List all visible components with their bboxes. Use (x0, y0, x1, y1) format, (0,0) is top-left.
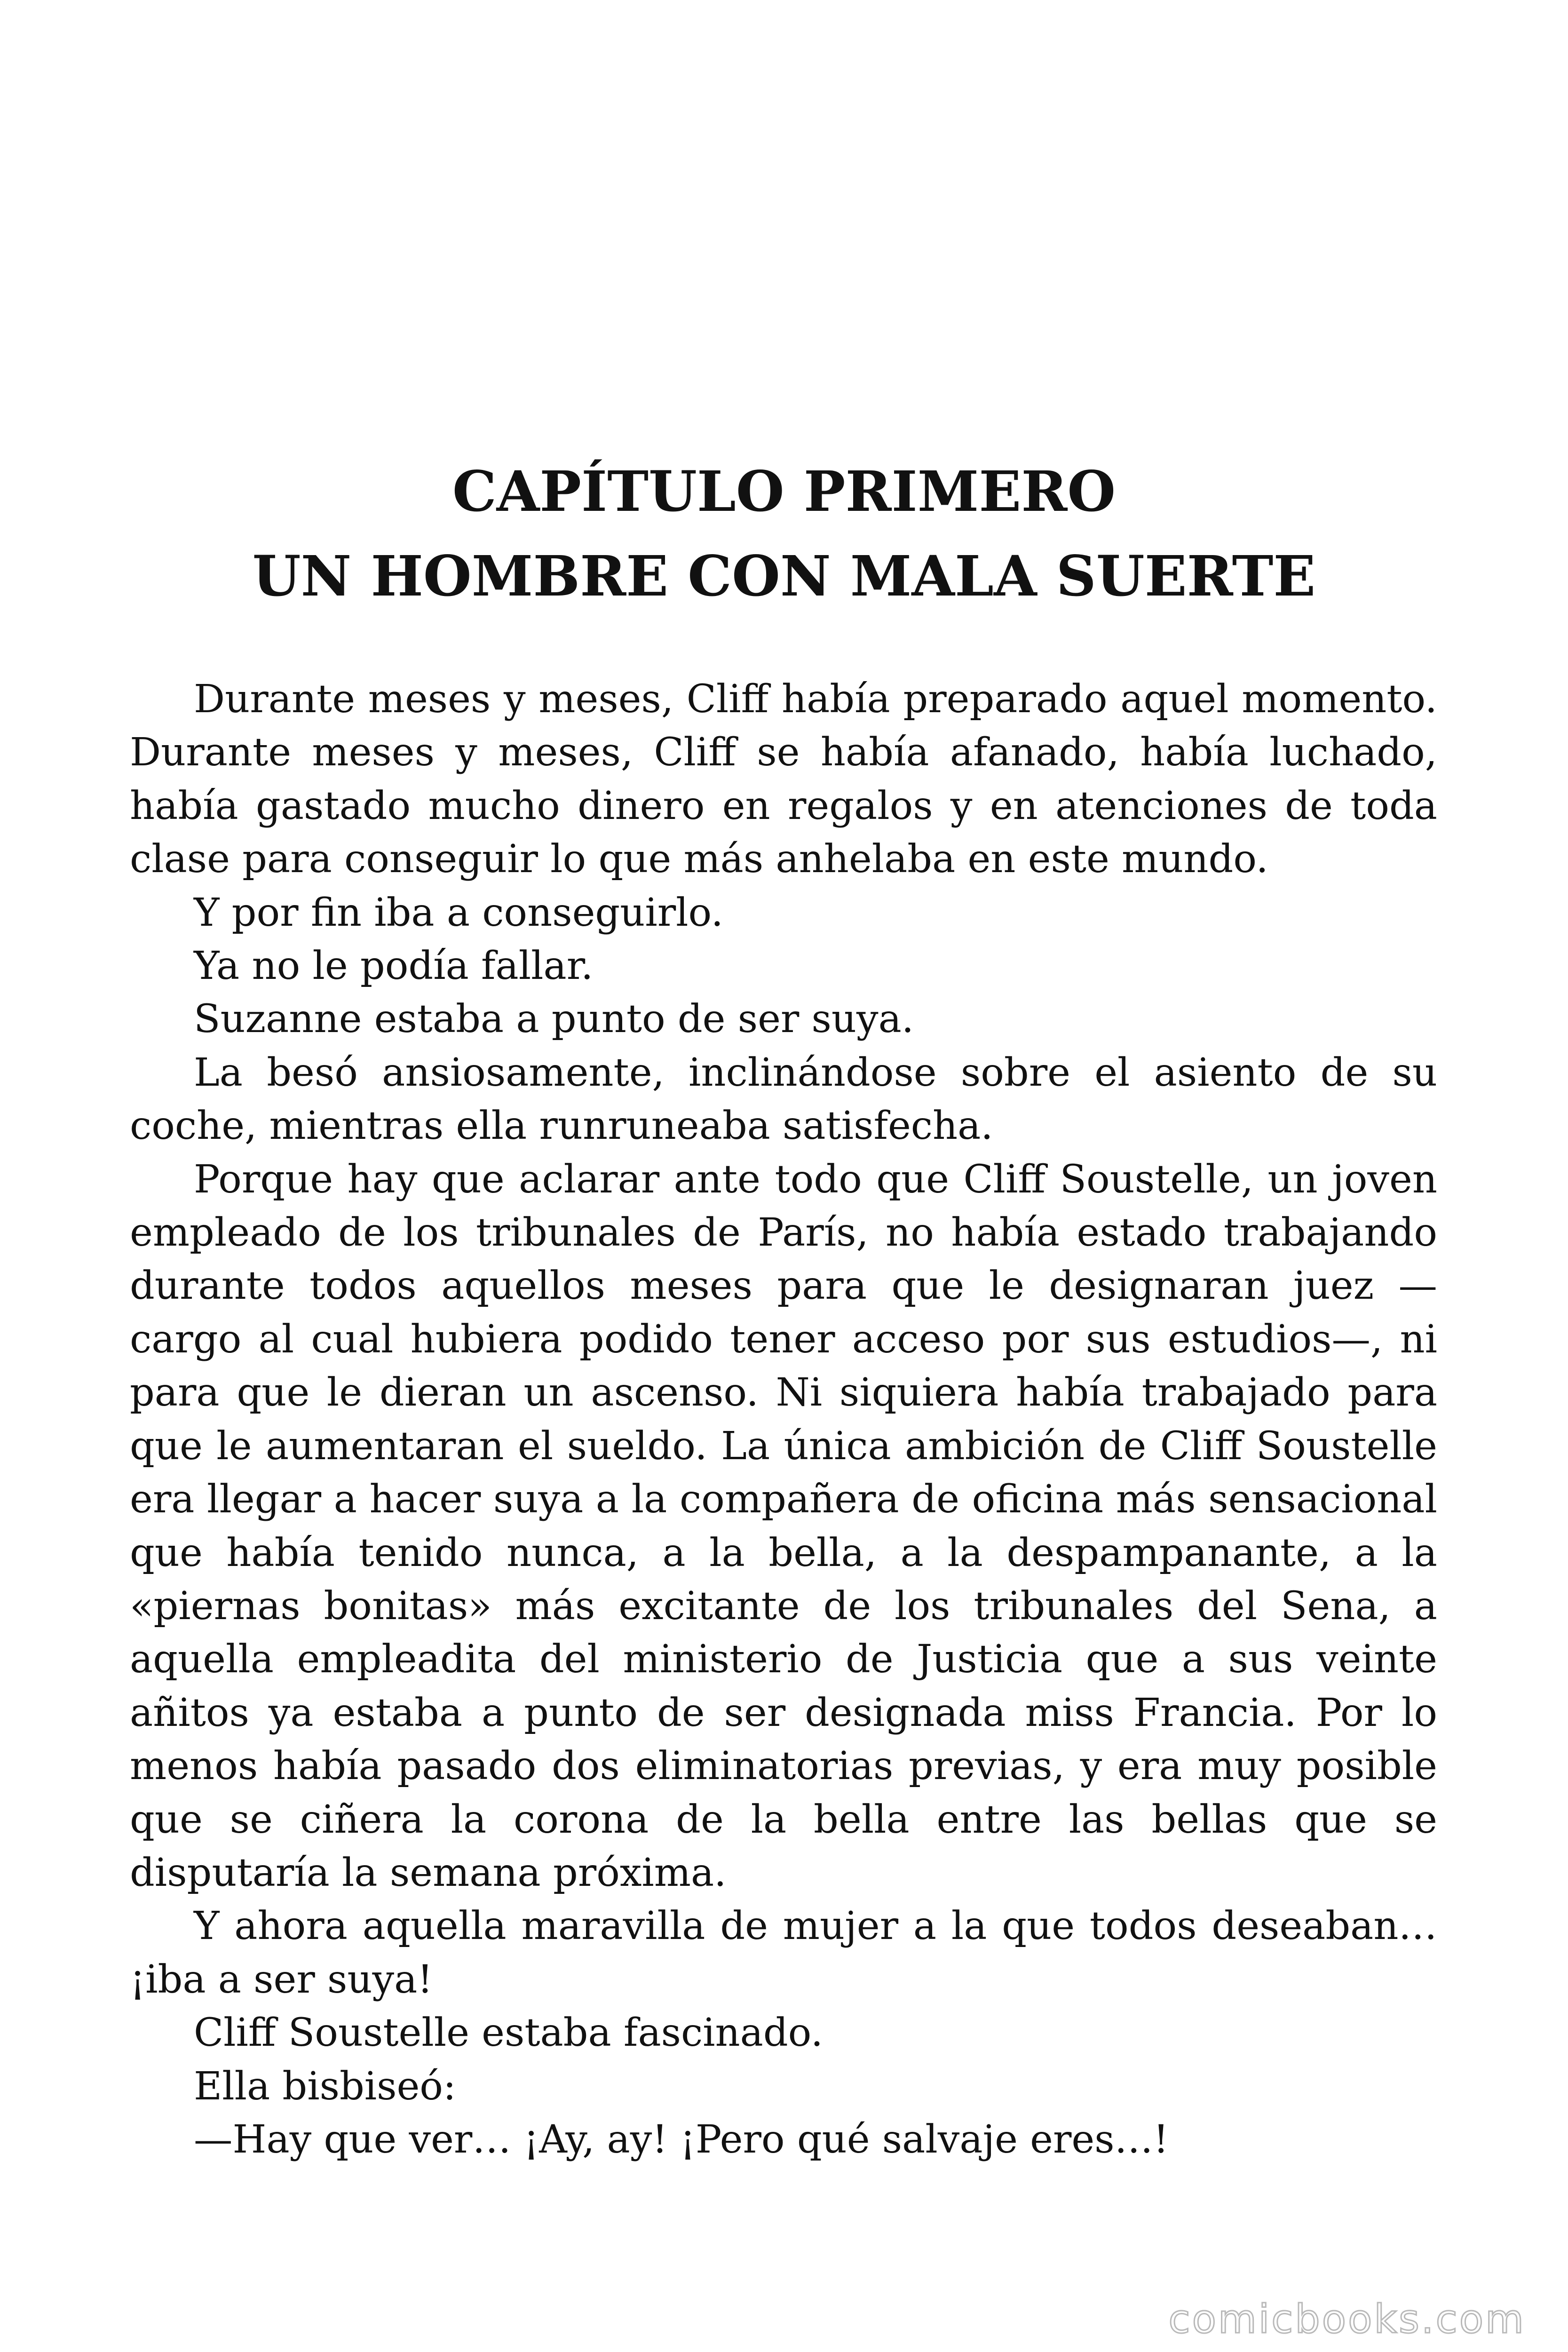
watermark: comicbooks.com (1168, 2296, 1526, 2342)
paragraph: Durante meses y meses, Cliff había preparado aquel momento. Durante meses y meses, Cliff se había afanado, había luchado, había gastado mucho dinero en regalos y en atenciones de toda clase para conseguir lo que más anhelaba en este mundo. (130, 676, 1437, 882)
paragraph: Ya no le podía fallar. (194, 943, 594, 989)
paragraph: Y por fin iba a conseguirlo. (194, 890, 723, 935)
paragraph: Y ahora aquella maravilla de mujer a la que todos deseaban… ¡iba a ser suya! (130, 1903, 1437, 2002)
chapter-number: CAPÍTULO PRIMERO (452, 459, 1116, 524)
chapter-body (130, 673, 1437, 2166)
chapter-subtitle: UN HOMBRE CON MALA SUERTE (252, 543, 1316, 609)
paragraph: Ella bisbiseó: (194, 2063, 456, 2109)
chapter-title (0, 449, 1568, 619)
paragraph: Suzanne estaba a punto de ser suya. (194, 996, 914, 1042)
paragraph: Cliff Soustelle estaba fascinado. (194, 2010, 824, 2056)
paragraph: La besó ansiosamente, inclinándose sobre el asiento de su coche, mientras ella runruneaba satisfecha. (130, 1049, 1437, 1149)
paragraph: Porque hay que aclarar ante todo que Cliff Soustelle, un joven empleado de los tribunales de París, no había estado trabajando durante todos aquellos meses para que le designaran juez —cargo al cual hubiera podido tener acceso por sus estudios—, ni para que le dieran un ascenso. Ni siquiera había trabajado para que le aumentaran el sueldo. La única ambición de Cliff Soustelle era llegar a hacer suya a la compañera de oficina más sensacional que había tenido nunca, a la bella, a la despampanante, a la «piernas bonitas» más excitante de los tribunales del Sena, a aquella empleadita del ministerio de Justicia que a sus veinte añitos ya estaba a punto de ser designada miss Francia. Por lo menos había pasado dos eliminatorias previas, y era muy posible que se ciñera la corona de la bella entre las bellas que se disputaría la semana próxima. (130, 1156, 1437, 1895)
paragraph: —Hay que ver… ¡Ay, ay! ¡Pero qué salvaje eres…! (194, 2116, 1169, 2162)
